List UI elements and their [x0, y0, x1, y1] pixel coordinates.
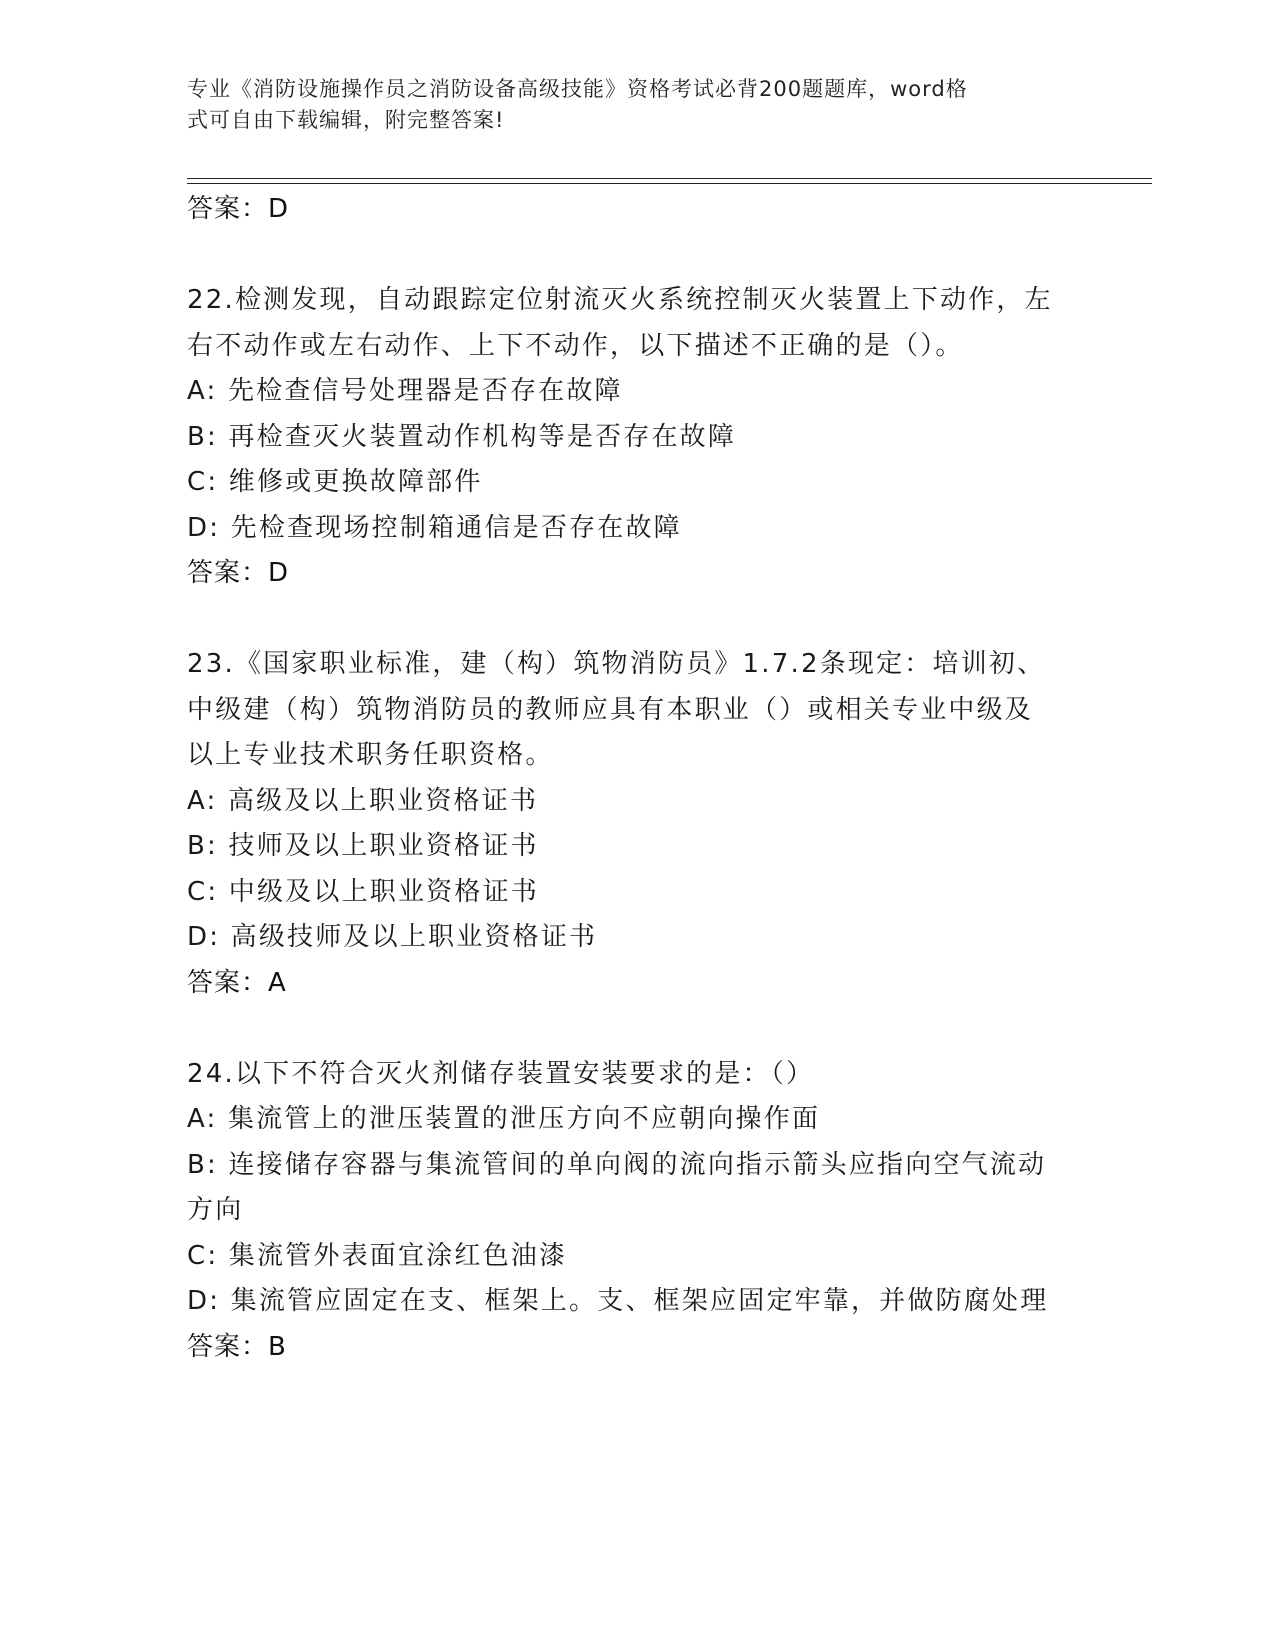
option-d: D: 集流管应固定在支、框架上。支、框架应固定牢靠，并做防腐处理	[187, 1286, 1049, 1316]
option-a: A: 集流管上的泄压装置的泄压方向不应朝向操作面	[187, 1104, 821, 1134]
option-d: D: 高级技师及以上职业资格证书	[187, 922, 598, 952]
answer: 答案：A	[187, 967, 287, 998]
question-23	[187, 642, 1087, 1006]
question-22	[187, 278, 1087, 597]
answer: 答案：B	[187, 1331, 287, 1362]
option-c: C: 维修或更换故障部件	[187, 467, 483, 497]
option-c: C: 中级及以上职业资格证书	[187, 876, 539, 907]
option-d: D: 先检查现场控制箱通信是否存在故障	[187, 512, 682, 543]
question-stem: 23.《国家职业标准，建（构）筑物消防员》1.7.2条现定：培训初、	[187, 649, 1046, 679]
question-stem: 中级建（构）筑物消防员的教师应具有本职业（）或相关专业中级及	[187, 694, 1034, 725]
option-b: B: 技师及以上职业资格证书	[187, 831, 539, 861]
header-title-line-2: 式可自由下载编辑，附完整答案!	[187, 108, 505, 132]
question-stem: 24.以下不符合灭火剂储存装置安装要求的是：（）	[187, 1058, 815, 1089]
spacer	[187, 1006, 1087, 1052]
question-stem: 22.检测发现，自动跟踪定位射流灭火系统控制灭火装置上下动作，左	[187, 285, 1053, 315]
option-c: C: 集流管外表面宜涂红色油漆	[187, 1240, 568, 1271]
option-a: A: 高级及以上职业资格证书	[187, 785, 539, 816]
header-divider-bottom	[187, 183, 1152, 184]
option-b: B: 再检查灭火装置动作机构等是否存在故障	[187, 421, 737, 452]
option-a: A: 先检查信号处理器是否存在故障	[187, 376, 623, 406]
previous-answer: 答案：D	[187, 194, 290, 224]
question-stem: 右不动作或左右动作、上下不动作，以下描述不正确的是（）。	[187, 330, 964, 361]
question-stem: 以上专业技术职务任职资格。	[187, 740, 554, 770]
option-b: B: 连接储存容器与集流管间的单向阀的流向指示箭头应指向空气流动	[187, 1149, 1047, 1180]
spacer	[187, 597, 1087, 643]
header-divider-top	[187, 178, 1152, 179]
spacer	[187, 233, 1087, 279]
question-list	[187, 187, 1087, 1370]
question-24	[187, 1052, 1087, 1371]
option-b-continued: 方向	[187, 1195, 244, 1225]
header-title-line-1: 专业《消防设施操作员之消防设备高级技能》资格考试必背200题题库，word格	[187, 77, 968, 101]
answer: 答案：D	[187, 558, 290, 588]
document-header	[187, 74, 1067, 136]
